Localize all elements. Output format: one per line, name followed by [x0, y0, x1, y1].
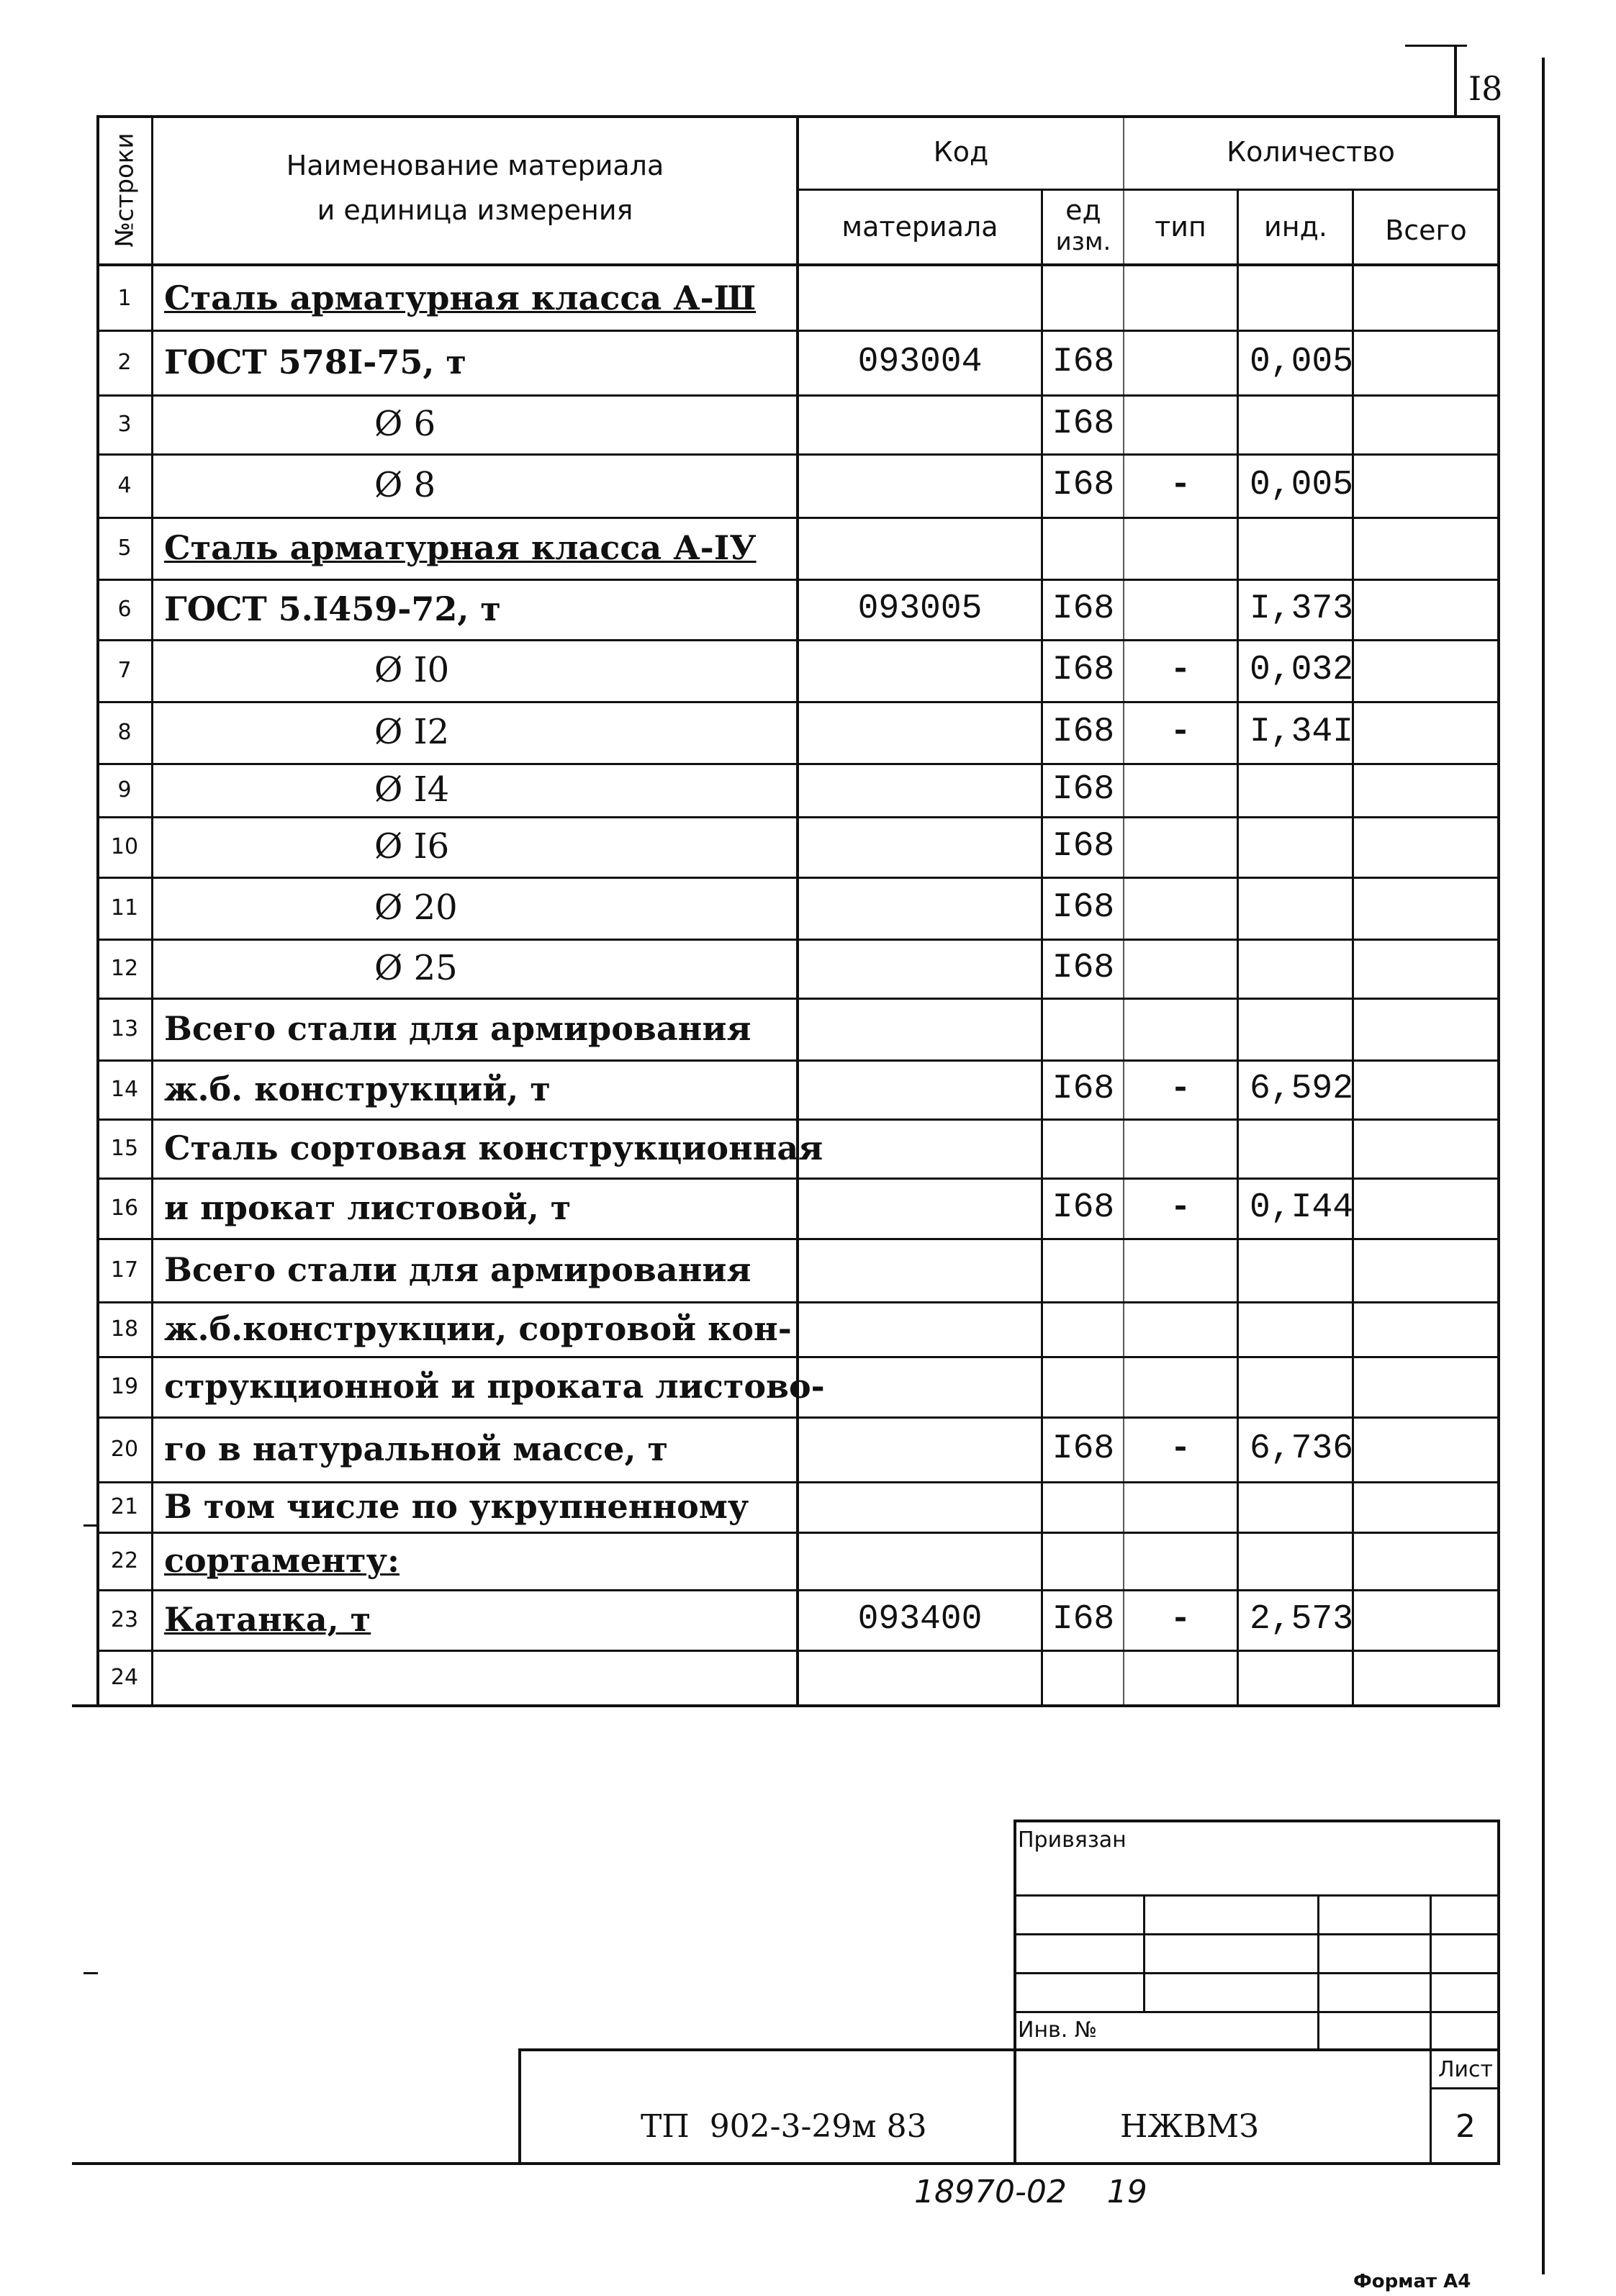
material-name: сортаменту:: [164, 1541, 400, 1580]
sheet-corner-number: I8: [1468, 69, 1503, 108]
material-name: Ø I2: [374, 712, 450, 752]
material-code: [799, 394, 1041, 453]
unit-code: [1044, 517, 1123, 579]
type-value: [1124, 763, 1237, 816]
type-value: -: [1170, 651, 1191, 690]
material-name: Ø I4: [374, 769, 450, 810]
material-code-header: материала: [841, 211, 998, 243]
unit-code: I68: [1052, 713, 1115, 751]
row-number: 11: [110, 895, 139, 921]
unit-code: I68: [1052, 770, 1115, 809]
material-code: [799, 266, 1041, 330]
type-value: [1124, 877, 1237, 939]
unit-code: [1044, 1118, 1123, 1178]
material-name: ж.б.конструкции, сортовой кон-: [164, 1309, 792, 1348]
unit-code: I68: [1052, 589, 1115, 628]
type-value: [1124, 939, 1237, 998]
unit-code: I68: [1052, 343, 1115, 381]
unit-code: I68: [1052, 1600, 1115, 1639]
material-code: [799, 1238, 1041, 1301]
material-code: [799, 1059, 1041, 1118]
ind-value: 2,573: [1250, 1600, 1354, 1639]
material-name: Ø 6: [374, 404, 436, 444]
unit-code: [1044, 1650, 1123, 1704]
ind-value: 0,005: [1250, 466, 1354, 505]
material-name: ж.б. конструкций, т: [164, 1070, 551, 1108]
type-value: [1124, 330, 1237, 394]
type-value: -: [1170, 1600, 1191, 1639]
row-number: 1: [117, 285, 132, 311]
material-code: [799, 517, 1041, 579]
quantity-group-header: Количество: [1227, 136, 1395, 168]
type-value: [1124, 1301, 1237, 1356]
material-name: Сталь сортовая конструкционная: [164, 1129, 823, 1167]
type-value: -: [1170, 1429, 1191, 1468]
row-number: 21: [110, 1493, 139, 1519]
type-value: -: [1170, 1188, 1191, 1227]
row-number: 4: [117, 472, 132, 498]
material-unit-header: и единица измерения: [317, 194, 633, 226]
row-number: 12: [110, 955, 139, 981]
ind-value: I,373: [1250, 589, 1354, 628]
handwritten-reference: 18970-02 19: [914, 2173, 1147, 2210]
project-code: ТП 902-3-29м 83: [641, 2107, 927, 2145]
material-code: [799, 639, 1041, 701]
material-code: 093005: [857, 589, 983, 628]
ind-value: 0,005: [1250, 343, 1354, 381]
material-code: [799, 1118, 1041, 1178]
material-name: Ø 20: [374, 887, 458, 928]
row-number: 24: [110, 1664, 139, 1690]
material-code: [799, 877, 1041, 939]
unit-code: I68: [1052, 888, 1115, 927]
material-code: [799, 1178, 1041, 1238]
unit-code: I68: [1052, 1070, 1115, 1108]
material-name: ГОСТ 578I-75, т: [164, 343, 466, 381]
type-value: [1124, 394, 1237, 453]
row-number-header: №строки: [110, 132, 140, 248]
material-code: 093400: [857, 1600, 983, 1639]
row-number: 20: [110, 1436, 139, 1462]
sheet-number: 2: [1455, 2107, 1476, 2145]
row-number: 6: [117, 596, 132, 622]
ind-value: 6,592: [1250, 1070, 1354, 1108]
ind-value: I,34I: [1250, 713, 1354, 751]
material-code: [799, 1481, 1041, 1532]
row-number: 7: [117, 657, 132, 683]
unit-code: I68: [1052, 1188, 1115, 1227]
material-code: [799, 701, 1041, 763]
row-number: 22: [110, 1547, 139, 1573]
type-header: тип: [1155, 211, 1206, 243]
type-value: [1124, 1356, 1237, 1416]
row-number: 8: [117, 719, 132, 745]
unit-code: I68: [1052, 1429, 1115, 1468]
type-value: [1124, 1238, 1237, 1301]
type-value: [1124, 998, 1237, 1059]
row-number: 18: [110, 1316, 139, 1342]
row-number: 2: [117, 349, 132, 375]
material-code: [799, 998, 1041, 1059]
type-value: -: [1170, 713, 1191, 751]
total-header: Всего: [1385, 214, 1467, 246]
material-code: 093004: [857, 343, 983, 381]
material-name: Всего стали для армирования: [164, 1009, 751, 1048]
type-value: [1124, 1481, 1237, 1532]
ind-value: 0,032: [1250, 651, 1354, 690]
material-name: и прокат листовой, т: [164, 1188, 572, 1227]
ind-value: 6,736: [1250, 1429, 1354, 1468]
material-code: [799, 1532, 1041, 1589]
material-code: [799, 1356, 1041, 1416]
material-code: [799, 939, 1041, 998]
material-code: [799, 816, 1041, 877]
row-number: 19: [110, 1373, 139, 1399]
row-number: 9: [117, 777, 132, 803]
material-name: Катанка, т: [164, 1600, 371, 1639]
row-number: 10: [110, 833, 139, 859]
type-value: -: [1170, 1070, 1191, 1108]
material-name: Ø I0: [374, 650, 450, 690]
unit-code: I68: [1052, 404, 1115, 443]
material-name: ГОСТ 5.I459-72, т: [164, 589, 501, 628]
material-name: Ø 25: [374, 948, 458, 988]
unit-code: [1044, 1481, 1123, 1532]
sheet-label: Лист: [1437, 2056, 1494, 2082]
material-name: Всего стали для армирования: [164, 1250, 751, 1289]
type-value: [1124, 1532, 1237, 1589]
type-value: [1124, 1118, 1237, 1178]
material-code: [799, 1301, 1041, 1356]
material-name: го в натуральной массе, т: [164, 1429, 668, 1468]
type-value: -: [1170, 466, 1191, 505]
unit-code: [1044, 1301, 1123, 1356]
inventory-number-label: Инв. №: [1018, 2017, 1098, 2043]
type-value: [1124, 1650, 1237, 1704]
unit-code: [1044, 266, 1123, 330]
material-code: [799, 1416, 1041, 1481]
unit-code: I68: [1052, 949, 1115, 987]
ind-value: 0,I44: [1250, 1188, 1354, 1227]
unit-code: [1044, 1356, 1123, 1416]
row-number: 3: [117, 411, 132, 437]
format-note: Формат А4: [1353, 2271, 1471, 2292]
row-number: 14: [110, 1076, 139, 1102]
unit-code: I68: [1052, 651, 1115, 690]
material-code: [799, 763, 1041, 816]
type-value: [1124, 517, 1237, 579]
unit-code: [1044, 1532, 1123, 1589]
unit-code: [1044, 1238, 1123, 1301]
document-code: НЖВМЗ: [1120, 2107, 1259, 2145]
unit-code: I68: [1052, 827, 1115, 866]
material-code: [799, 1650, 1041, 1704]
row-number: 13: [110, 1016, 139, 1041]
unit-code: [1044, 998, 1123, 1059]
ind-header: инд.: [1264, 211, 1327, 243]
type-value: [1124, 579, 1237, 639]
material-name: Ø I6: [374, 826, 450, 867]
attached-label: Привязан: [1018, 1827, 1127, 1853]
row-number: 16: [110, 1195, 139, 1221]
type-value: [1124, 816, 1237, 877]
material-name: струкционной и проката листово-: [164, 1367, 825, 1406]
type-value: [1124, 266, 1237, 330]
material-name: Сталь арматурная класса А-Ш: [164, 279, 757, 317]
material-name: Ø 8: [374, 465, 436, 505]
code-group-header: Код: [933, 136, 989, 168]
unit-code: I68: [1052, 466, 1115, 505]
row-number: 15: [110, 1135, 139, 1161]
material-name: В том числе по укрупненному: [164, 1487, 749, 1526]
unit-header-line1: ед: [1065, 194, 1101, 226]
material-code: [799, 453, 1041, 517]
material-name-header: Наименование материала: [286, 150, 664, 181]
row-number: 23: [110, 1606, 139, 1632]
material-name: Сталь арматурная класса А-IУ: [164, 528, 757, 567]
row-number: 5: [117, 535, 132, 561]
row-number: 17: [110, 1257, 139, 1283]
unit-header-line2: изм.: [1055, 227, 1111, 256]
